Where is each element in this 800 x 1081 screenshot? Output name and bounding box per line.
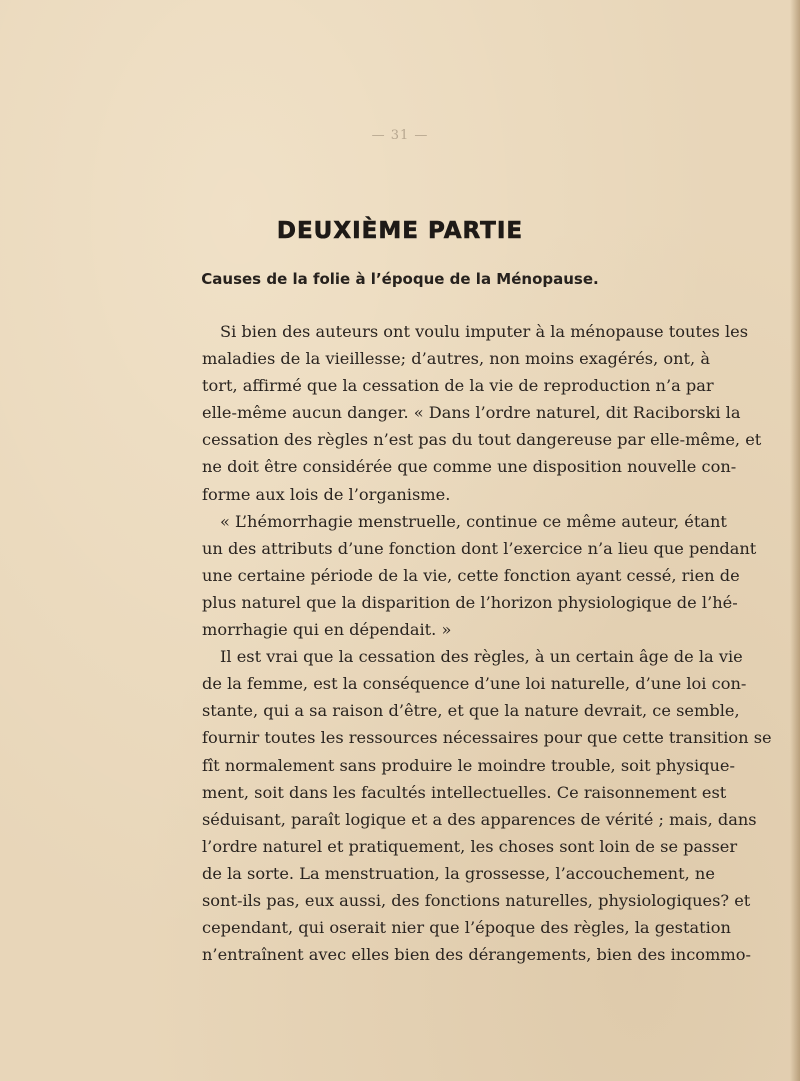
- text-line: elle-même aucun danger. « Dans l’ordre naturel, dit Raciborski la: [202, 403, 741, 423]
- text-line: sont-ils pas, eux aussi, des fonctions naturelles, physiologiques? et: [202, 890, 751, 910]
- text-line: n’entraînent avec elles bien des dérangements, bien des incommo-: [202, 945, 751, 965]
- page-number: — 31 —: [371, 128, 429, 143]
- text-line: morrhagie qui en dépendait. »: [202, 620, 452, 640]
- text-line: une certaine période de la vie, cette fonction ayant cessé, rien de: [202, 565, 740, 585]
- text-line: ment, soit dans les facultés intellectuelles. Ce raisonnement est: [202, 782, 727, 802]
- text-line: Il est vrai que la cessation des règles, à un certain âge de la vie: [220, 647, 743, 667]
- page-edge-shadow: [790, 0, 800, 1081]
- body-text: [202, 318, 772, 968]
- text-line: stante, qui a sa raison d’être, et que la nature devrait, ce semble,: [202, 701, 740, 721]
- text-line: un des attributs d’une fonction dont l’exercice n’a lieu que pendant: [202, 538, 757, 558]
- text-line: séduisant, paraît logique et a des apparences de vérité ; mais, dans: [202, 809, 757, 829]
- text-line: maladies de la vieillesse; d’autres, non moins exagérés, ont, à: [202, 349, 711, 369]
- text-line: de la sorte. La menstruation, la grossesse, l’accouchement, ne: [202, 863, 715, 883]
- text-line: cependant, qui oserait nier que l’époque des règles, la gestation: [202, 918, 731, 938]
- text-line: Si bien des auteurs ont voulu imputer à la ménopause toutes les: [220, 322, 749, 341]
- text-line: « L’hémorrhagie menstruelle, continue ce même auteur, étant: [220, 511, 727, 531]
- text-line: l’ordre naturel et pratiquement, les choses sont loin de se passer: [202, 836, 738, 856]
- part-title: DEUXIÈME PARTIE: [276, 218, 524, 244]
- text-line: ne doit être considérée que comme une disposition nouvelle con-: [202, 457, 737, 477]
- text-line: tort, affirmé que la cessation de la vie de reproduction n’a par: [202, 376, 714, 396]
- chapter-subtitle: Causes de la folie à l’époque de la Ménopause.: [201, 270, 599, 288]
- text-line: fît normalement sans produire le moindre trouble, soit physique-: [202, 755, 735, 775]
- text-line: plus naturel que la disparition de l’horizon physiologique de l’hé-: [202, 592, 738, 612]
- text-line: de la femme, est la conséquence d’une loi naturelle, d’une loi con-: [202, 674, 747, 694]
- text-line: fournir toutes les ressources nécessaires pour que cette transition se: [202, 728, 772, 748]
- text-line: cessation des règles n’est pas du tout dangereuse par elle-même, et: [202, 430, 762, 450]
- text-line: forme aux lois de l’organisme.: [202, 484, 451, 504]
